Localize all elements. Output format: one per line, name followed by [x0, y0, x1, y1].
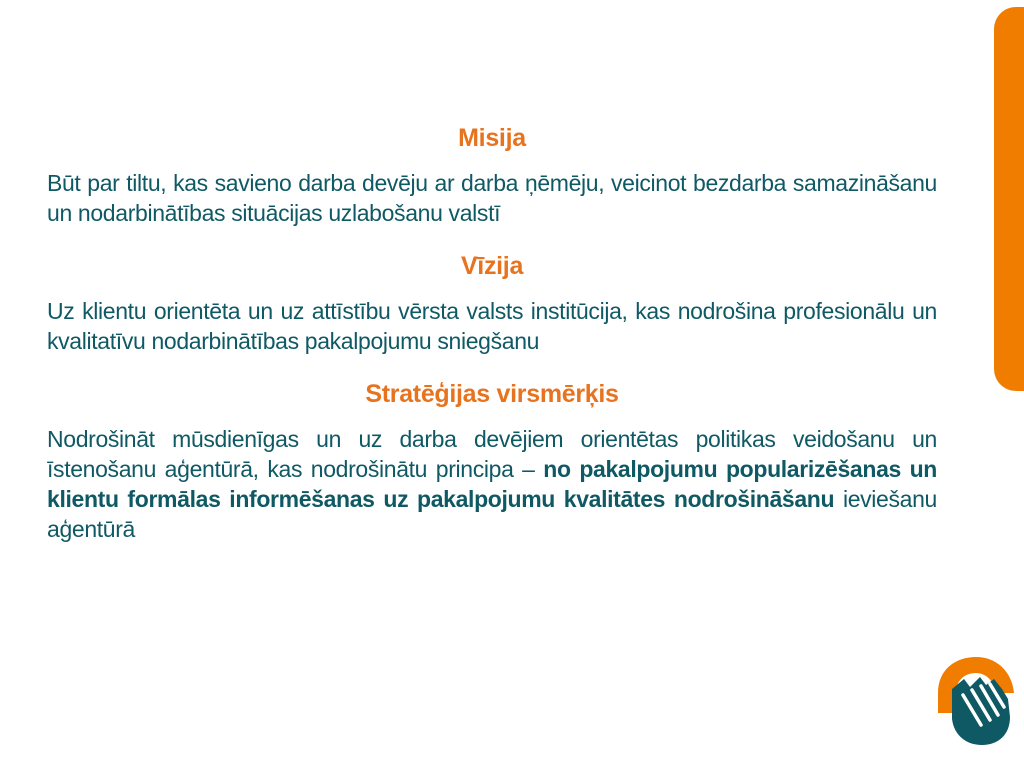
strategy-text-start: Nodrošināt mūsdienīgas un uz darba devējiem orientētas politikas veidošanu un īstenošanu aģentūrā, kas nodrošinātu principa – — [47, 426, 937, 482]
strategy-text-bold: no pakalpojumu popularizēšanas un klientu formālas informēšanas uz pakalpojumu kvalitātes nodrošināšanu — [47, 456, 937, 512]
section-text-mission: Būt par tiltu, kas savieno darba devēju ar darba ņēmēju, veicinot bezdarba samazināšanu un nodarbinātības situācijas uzlabošanu valstī — [47, 170, 937, 226]
section-text-vision: Uz klientu orientēta un uz attīstību vērsta valsts institūcija, kas nodrošina profesionālu un kvalitatīvu nodarbinātības pakalpojumu sniegšanu — [47, 298, 937, 354]
strategy-text-end: ieviešanu aģentūrā — [47, 486, 937, 542]
section-title-mission: Misija — [458, 124, 526, 152]
section-text-strategy — [47, 424, 937, 544]
section-title-strategy: Stratēģijas virsmērķis — [365, 380, 619, 408]
hand-icon — [936, 655, 1016, 747]
slide-content — [47, 118, 937, 544]
section-title-vision: Vīzija — [460, 252, 524, 280]
side-accent-tab — [994, 7, 1024, 391]
